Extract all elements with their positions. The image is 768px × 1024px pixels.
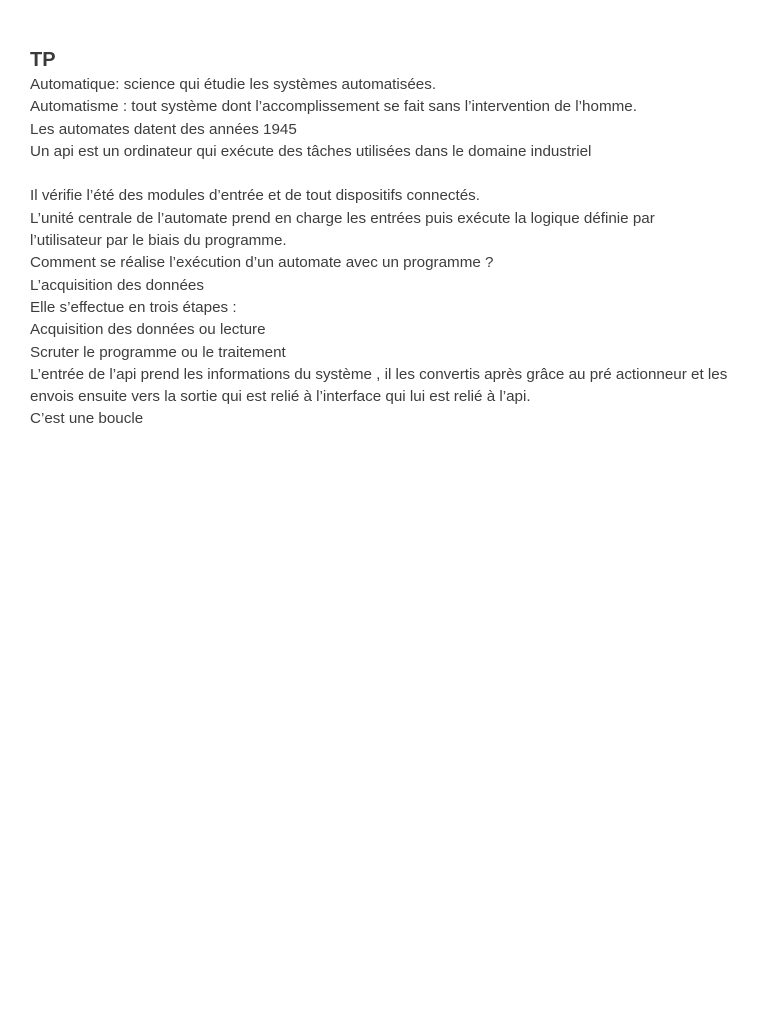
- note-line: L’unité centrale de l’automate prend en charge les entrées puis exécute la logique définie par l’utilisateur par le biais du programme.: [30, 209, 655, 250]
- note-line: Automatique: science qui étudie les systèmes automatisées.: [30, 76, 437, 93]
- note-line: C’est une boucle: [30, 410, 144, 428]
- note-blank-line: [30, 163, 728, 185]
- note-line: L’entrée de l’api prend les informations du système , il les convertis après grâce au pré actionneur et les envois ensuite vers la sortie qui est relié à l’interface qui lui est relié à l’api.: [30, 365, 728, 406]
- note-line: Scruter le programme ou le traitement: [30, 343, 286, 361]
- note-line: Automatisme : tout système dont l’accomplissement se fait sans l’intervention de l’homme.: [30, 98, 637, 116]
- note-line: L’acquisition des données: [30, 276, 204, 294]
- note-line: Elle s’effectue en trois étapes :: [30, 298, 237, 316]
- note-line: Il vérifie l’été des modules d’entrée et de tout dispositifs connectés.: [30, 187, 480, 205]
- note-body: [30, 74, 728, 431]
- note-line: Un api est un ordinateur qui exécute des tâches utilisées dans le domaine industriel: [30, 142, 592, 160]
- note-line: Acquisition des données ou lecture: [30, 321, 266, 339]
- note-line: Comment se réalise l’exécution d’un automate avec un programme ?: [30, 254, 494, 272]
- note-title: TP: [30, 49, 56, 71]
- note-line: Les automates datent des années 1945: [30, 120, 297, 138]
